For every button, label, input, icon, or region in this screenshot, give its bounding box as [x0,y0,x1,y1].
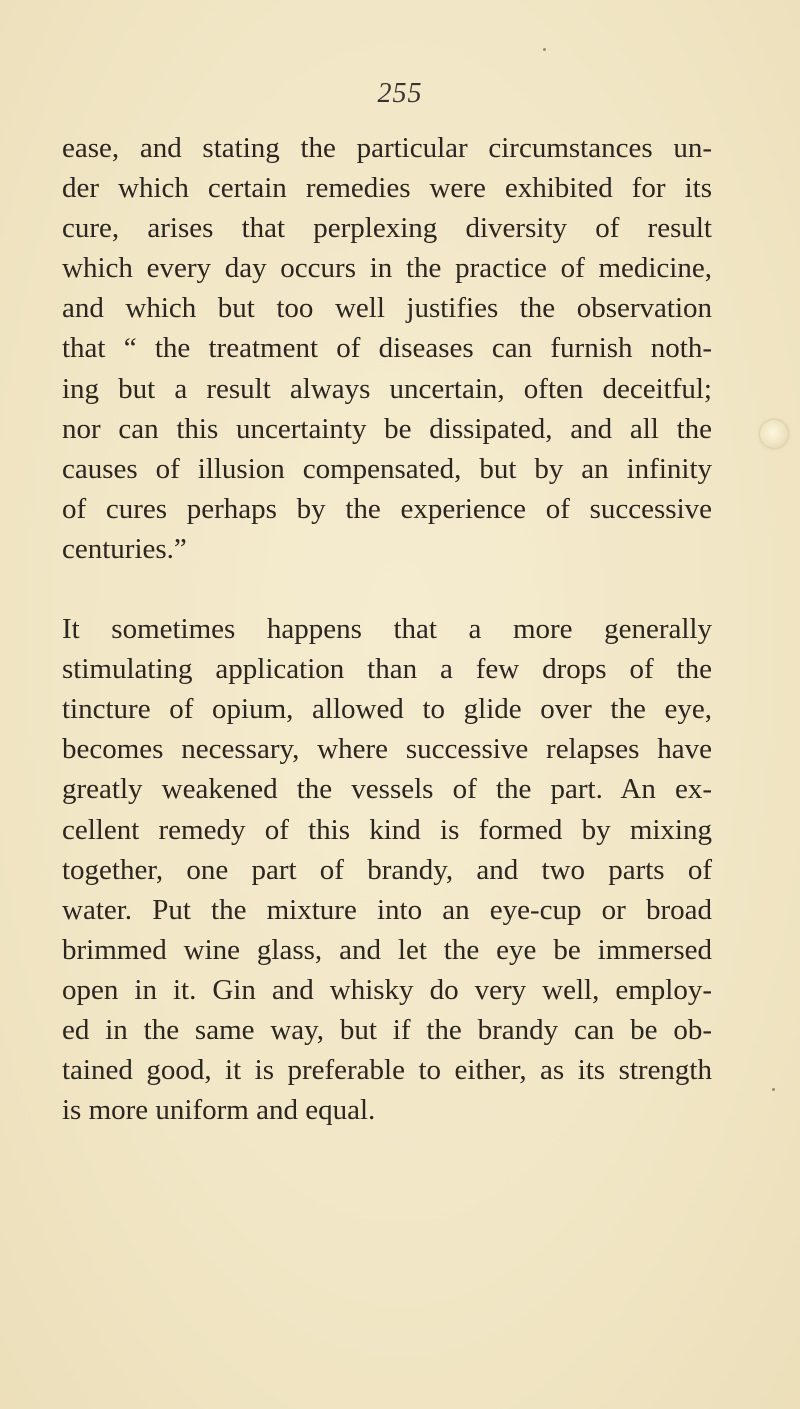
text-line: cure, arises that perplexing diversity of result [62,212,712,245]
text-line: that “ the treatment of diseases can furnish noth- [62,332,712,365]
text-line: open in it. Gin and whisky do very well, employ- [62,973,712,1006]
text-line: together, one part of brandy, and two parts of [62,853,712,886]
paper-speck [543,48,546,51]
paragraph-1 [62,128,712,569]
paragraph-2 [62,609,712,1130]
text-line: ed in the same way, but if the brandy can be ob- [62,1013,712,1046]
text-line: nor can this uncertainty be dissipated, and all the [62,412,712,445]
text-line: greatly weakened the vessels of the part. An ex- [62,773,712,806]
text-line: brimmed wine glass, and let the eye be immersed [62,933,712,966]
text-line: der which certain remedies were exhibited for its [62,172,712,205]
paragraph-gap [62,569,712,609]
page-body [62,128,712,1130]
text-line: causes of illusion compensated, but by an infinity [62,452,712,485]
page-number: 255 [377,78,423,109]
text-line: centuries.” [62,532,187,565]
text-line: and which but too well justifies the observation [62,292,712,325]
text-line: cellent remedy of this kind is formed by mixing [62,813,712,846]
text-line: tained good, it is preferable to either, as its strength [62,1054,712,1087]
text-line: It sometimes happens that a more generally [62,613,712,646]
text-line: water. Put the mixture into an eye-cup or broad [62,893,712,926]
text-line: ing but a result always uncertain, often deceitful; [62,372,712,405]
text-line: which every day occurs in the practice of medicine, [62,252,712,285]
text-line: of cures perhaps by the experience of successive [62,492,712,525]
paper-speck [772,1088,775,1091]
text-line: tincture of opium, allowed to glide over the eye, [62,693,712,726]
text-line: becomes necessary, where successive relapses have [62,733,712,766]
paper-hole [760,420,788,448]
text-line: ease, and stating the particular circumstances un- [62,132,712,164]
text-line: stimulating application than a few drops of the [62,653,712,686]
text-line: is more uniform and equal. [62,1094,376,1127]
